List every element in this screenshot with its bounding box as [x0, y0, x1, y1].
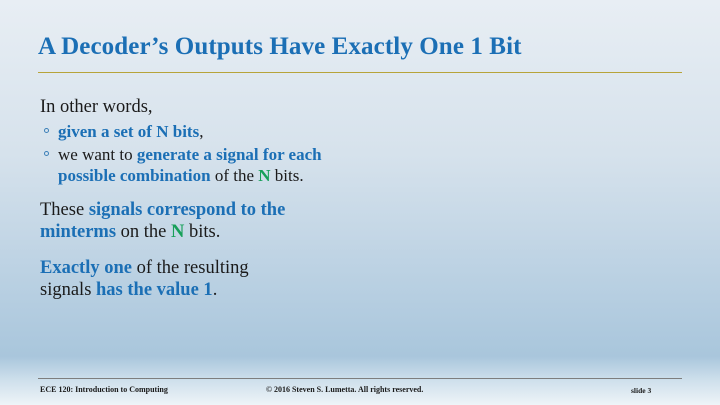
paragraph-exactly-one — [40, 257, 660, 301]
bullet-1-tail: , — [199, 122, 204, 141]
bullet-2-mid: of the — [210, 166, 259, 185]
p1-lead: These — [40, 200, 89, 220]
p1-bold-2: minterms — [40, 222, 117, 242]
list-item — [42, 121, 660, 142]
p1-tail: bits. — [184, 222, 221, 242]
p1-bold: signals correspond to the — [88, 200, 286, 220]
footer-course: ECE 120: Introduction to Computing — [40, 385, 168, 394]
bullet-2-tail: bits. — [270, 166, 304, 185]
p2-mid: of the resulting — [131, 258, 249, 278]
list-item — [42, 144, 660, 186]
bullet-2-bold: generate a signal for each — [136, 145, 322, 164]
title-divider — [38, 72, 682, 73]
page-title: A Decoder’s Outputs Have Exactly One 1 Bit — [38, 33, 522, 60]
bullet-dot-icon — [44, 151, 49, 156]
p2-bold: Exactly one — [40, 258, 132, 278]
paragraph-minterms — [40, 199, 660, 243]
bullet-2-bold-2: possible combination — [58, 166, 211, 185]
bullet-1-bold: given a set of N bits — [58, 122, 200, 141]
p1-green: N — [171, 222, 185, 242]
slide-body — [40, 96, 660, 301]
intro-line: In other words, — [40, 97, 153, 117]
bullet-dot-icon — [44, 128, 49, 133]
footer-copyright: © 2016 Steven S. Lumetta. All rights reserved. — [266, 385, 424, 394]
bullet-2-lead: we want to — [58, 145, 137, 164]
p2-bold-2: has the value 1 — [96, 280, 213, 300]
p2-lead-2: signals — [40, 280, 97, 300]
bullet-2-green: N — [258, 166, 271, 185]
footer-divider — [38, 378, 682, 379]
p2-tail: . — [212, 280, 218, 300]
slide-number: slide 3 — [631, 386, 652, 395]
p1-mid: on the — [116, 222, 172, 242]
